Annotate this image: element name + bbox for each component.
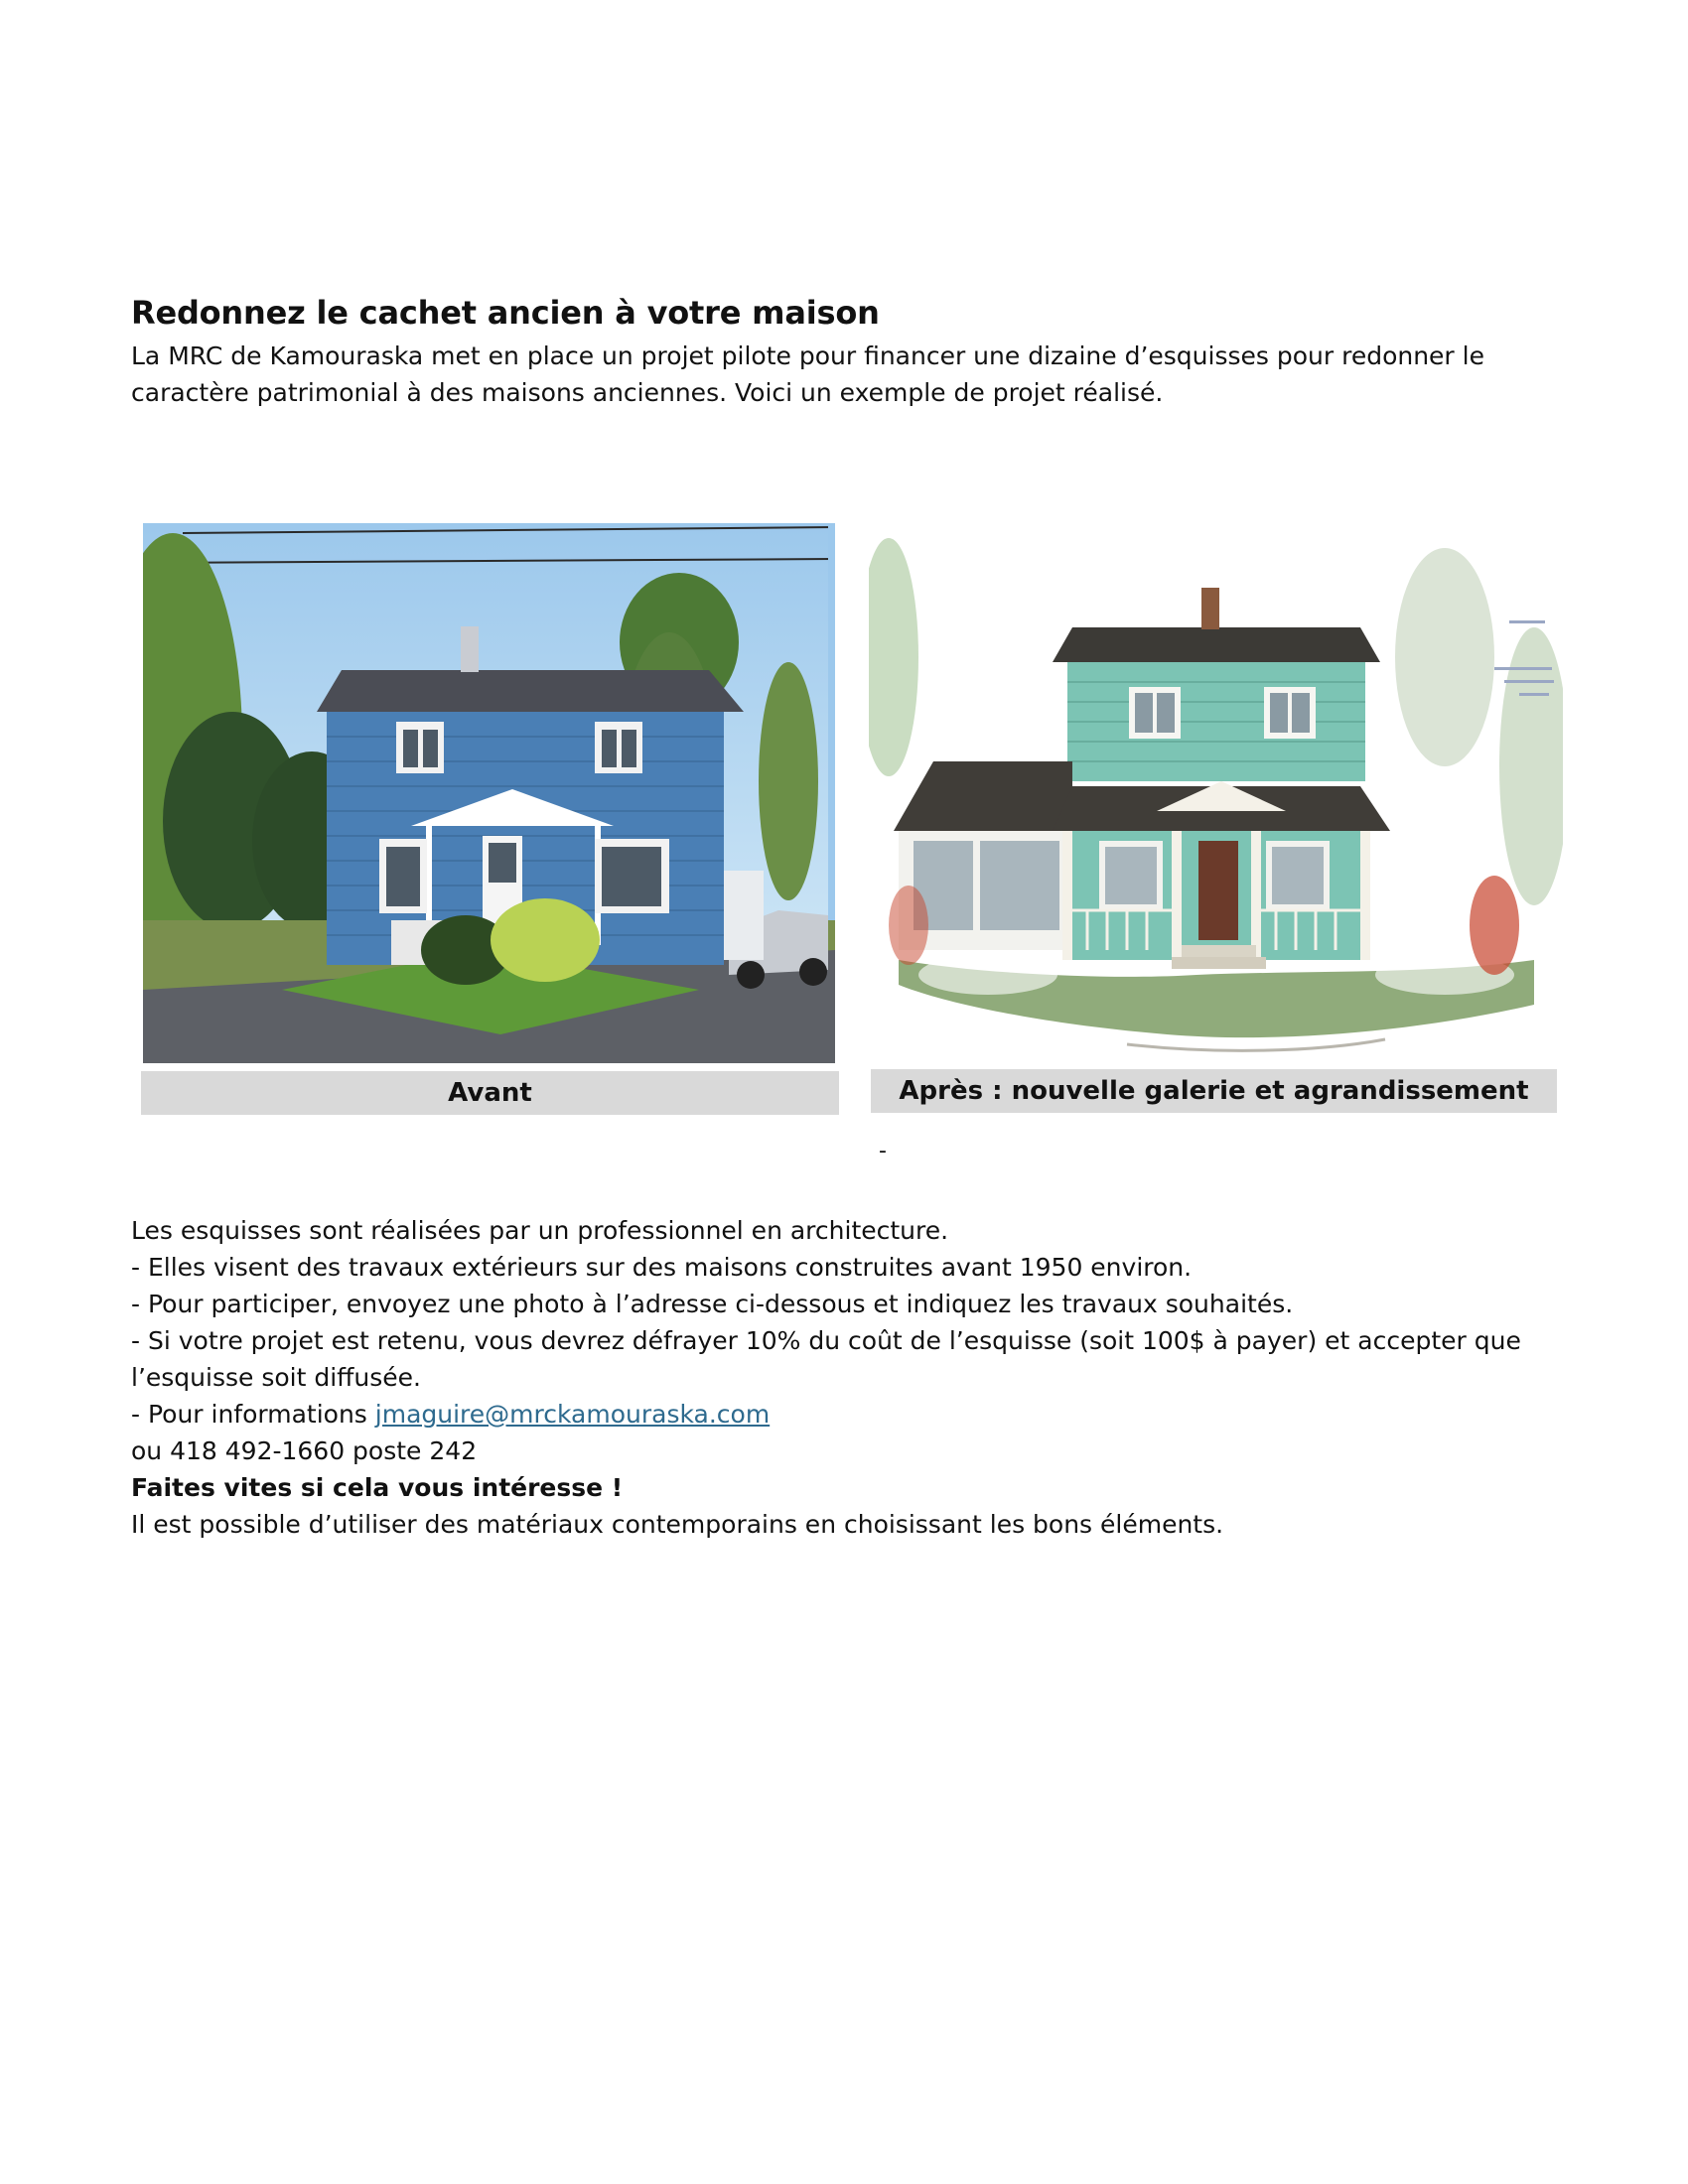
detail-line: - Pour participer, envoyez une photo à l’adresse ci-dessous et indiquez les travaux souhaités. xyxy=(131,1290,1294,1318)
detail-line: - Si votre projet est retenu, vous devrez défrayer 10% du coût de l’esquisse (soit 100$ à payer) et accepter que l’esquisse soit diffusée. xyxy=(131,1326,1521,1392)
detail-line: - Elles visent des travaux extérieurs sur des maisons construites avant 1950 environ. xyxy=(131,1253,1193,1282)
details-list xyxy=(131,1212,1591,1543)
contact-line xyxy=(131,1396,1591,1433)
caption-before: Avant xyxy=(141,1071,839,1115)
caption-after: Après : nouvelle galerie et agrandissement xyxy=(871,1069,1557,1113)
separator-dash: - xyxy=(879,1139,887,1163)
email-link[interactable]: jmaguire@mrckamouraska.com xyxy=(374,1400,771,1429)
before-house-photo xyxy=(143,523,835,1063)
after-house-sketch xyxy=(869,508,1563,1064)
call-to-action: Faites vites si cela vous intéresse ! xyxy=(131,1473,624,1502)
phone-line: ou 418 492-1660 poste 242 xyxy=(131,1436,478,1465)
intro-paragraph: La MRC de Kamouraska met en place un projet pilote pour financer une dizaine d’esquisses pour redonner le caractère patrimonial à des maisons anciennes. Voici un exemple de projet réalisé. xyxy=(131,341,1484,407)
contact-prefix: - Pour informations xyxy=(131,1400,375,1429)
closing-line: Il est possible d’utiliser des matériaux contemporains en choisissant les bons éléments. xyxy=(131,1510,1224,1539)
detail-line: Les esquisses sont réalisées par un professionnel en architecture. xyxy=(131,1216,949,1245)
page-title: Redonnez le cachet ancien à votre maison xyxy=(131,294,880,332)
